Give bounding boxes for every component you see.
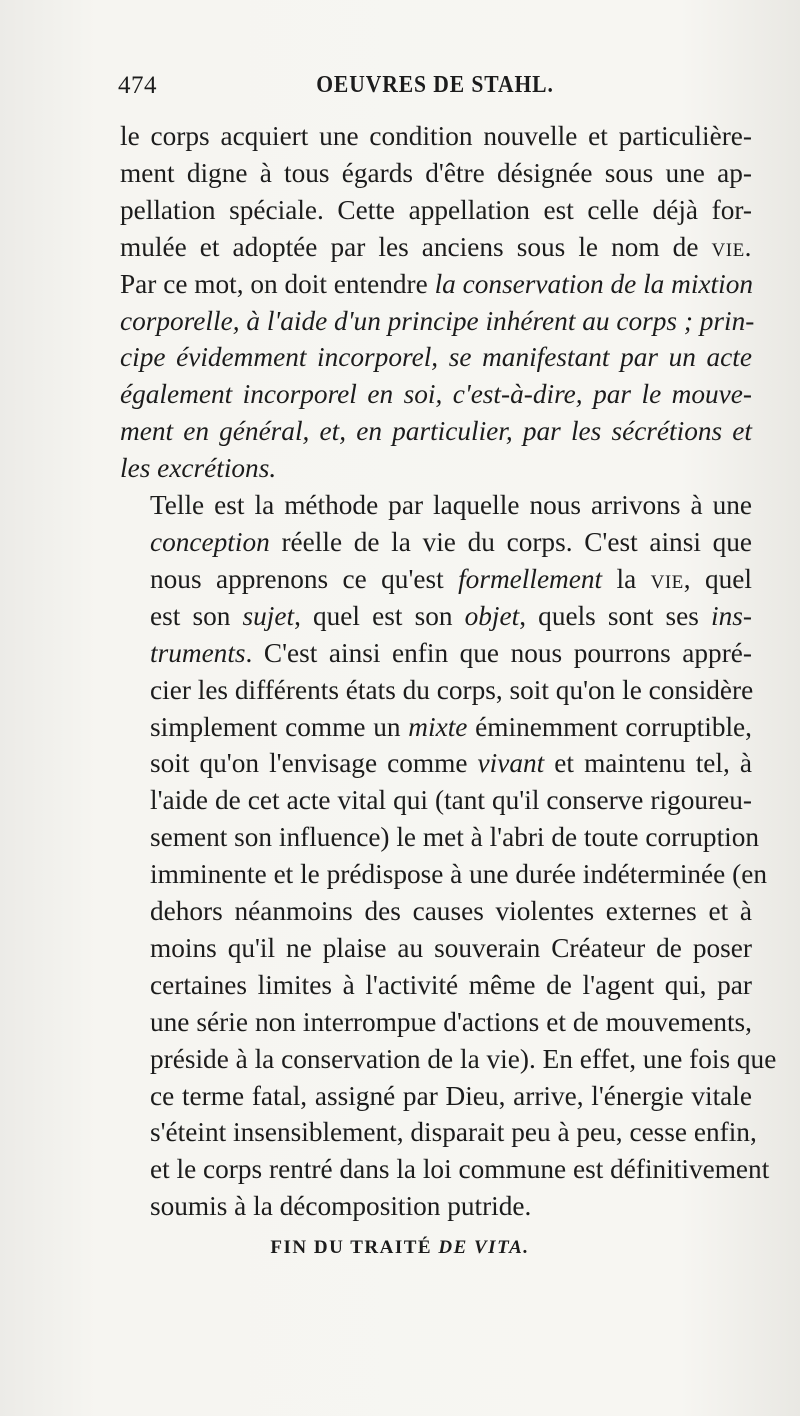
italic-run: vivant (477, 748, 545, 779)
text-line (120, 192, 752, 229)
text-line (120, 229, 752, 266)
text-run: la (602, 563, 651, 594)
text-run: certaines limites à l'activité même de l'agent qui, par (150, 969, 752, 1000)
italic-run: formellement (458, 563, 603, 594)
text-run: pellation spéciale. Cette appellation est celle déjà for- (120, 194, 752, 225)
text-line (120, 413, 752, 450)
text-line (120, 782, 752, 819)
text-line (120, 561, 752, 598)
text-line (120, 339, 752, 376)
closing-italic: DE VITA. (438, 1237, 530, 1258)
page-number: 474 (118, 72, 157, 99)
italic-run: objet (464, 600, 520, 631)
small-caps-run: vie. (711, 231, 752, 262)
text-run: est son (150, 600, 243, 631)
closing-prefix: FIN DU TRAITÉ (270, 1237, 439, 1258)
italic-run: la conservation de la mixtion (434, 268, 753, 299)
text-line (120, 118, 752, 155)
text-line (120, 598, 752, 635)
italic-run: corporelle, à l'aide d'un principe inhérent au corps ; prin- (120, 305, 755, 336)
text-run: soit qu'on l'envisage comme (150, 748, 478, 779)
text-line (120, 524, 752, 561)
text-run: Par ce mot, on doit entendre (120, 268, 435, 299)
text-line (120, 155, 752, 192)
text-line (120, 1041, 777, 1078)
page-header (118, 72, 752, 112)
italic-run: mixte (408, 711, 468, 742)
text-line (120, 487, 752, 524)
text-line (120, 1004, 752, 1041)
text-run: et le corps rentré dans la loi commune est définitivement (150, 1154, 770, 1185)
text-run: , quel (683, 563, 752, 594)
closing-line (0, 1237, 800, 1259)
text-run: dehors néanmoins des causes violentes externes et à (150, 896, 752, 927)
text-run: imminente et le prédispose à une durée indéterminée (en (150, 859, 767, 890)
text-run: sement son influence) le met à l'abri de toute corruption (150, 822, 760, 853)
small-caps-run: vie (650, 563, 684, 594)
italic-run: les excrétions. (120, 453, 277, 484)
text-run: Telle est la méthode par laquelle nous arrivons à une (150, 490, 752, 521)
text-line (120, 376, 752, 413)
text-line (120, 1078, 752, 1115)
text-line (120, 709, 752, 746)
text-line (120, 1151, 770, 1188)
italic-run: truments (150, 637, 246, 668)
text-line (120, 930, 752, 967)
text-run: soumis à la décomposition putride. (150, 1191, 532, 1222)
text-run: l'aide de cet acte vital qui (tant qu'il conserve rigoureu- (150, 785, 752, 816)
italic-run: sujet (242, 600, 295, 631)
body-text (120, 118, 777, 1225)
text-run: et maintenu tel, à (544, 748, 752, 779)
text-run: préside à la conservation de la vie). En effet, une fois que (150, 1043, 777, 1074)
text-line (120, 303, 755, 340)
text-run: une série non interrompue d'actions et de mouvements, (150, 1006, 752, 1037)
text-line (120, 635, 752, 672)
italic-run: ins- (711, 600, 752, 631)
text-line (120, 967, 752, 1004)
running-title: OEUVRES DE STAHL. (316, 72, 554, 98)
italic-run: cipe évidemment incorporel, se manifestant par un acte (120, 342, 752, 373)
text-run: nous apprenons ce qu'est (150, 563, 459, 594)
text-run: moins qu'il ne plaise au souverain Créateur de poser (150, 932, 752, 963)
italic-run: ment en général, et, en particulier, par les sécrétions et (120, 416, 752, 447)
text-line (120, 1188, 752, 1225)
text-run: ce terme fatal, assigné par Dieu, arrive, l'énergie vitale (150, 1080, 752, 1111)
text-run: cier les différents états du corps, soit qu'on le considère (150, 674, 754, 705)
text-line (120, 819, 760, 856)
text-line (120, 893, 752, 930)
text-line (120, 1114, 757, 1151)
text-line (120, 672, 752, 709)
text-run: simplement comme un (150, 711, 409, 742)
text-run: . C'est ainsi enfin que nous pourrons appré- (245, 637, 752, 668)
text-run: mulée et adoptée par les anciens sous le nom de (120, 231, 712, 262)
text-run: , quel est son (294, 600, 465, 631)
text-run: éminemment corruptible, (467, 711, 753, 742)
italic-run: également incorporel en soi, c'est-à-dire, par le mouve- (120, 379, 752, 410)
italic-run: conception (150, 526, 270, 557)
text-run: le corps acquiert une condition nouvelle et particulière- (120, 121, 752, 151)
text-line (120, 745, 752, 782)
text-run: réelle de la vie du corps. C'est ainsi que (269, 526, 752, 557)
paragraph-2 (120, 487, 777, 1225)
text-run: ment digne à tous égards d'être désignée sous une ap- (120, 157, 752, 188)
text-run: , quels sont ses (519, 600, 712, 631)
text-line (120, 266, 752, 303)
text-run: s'éteint insensiblement, disparait peu à peu, cesse enfin, (150, 1117, 757, 1148)
text-line (120, 856, 767, 893)
paragraph-1 (120, 118, 755, 487)
text-line (120, 450, 752, 487)
